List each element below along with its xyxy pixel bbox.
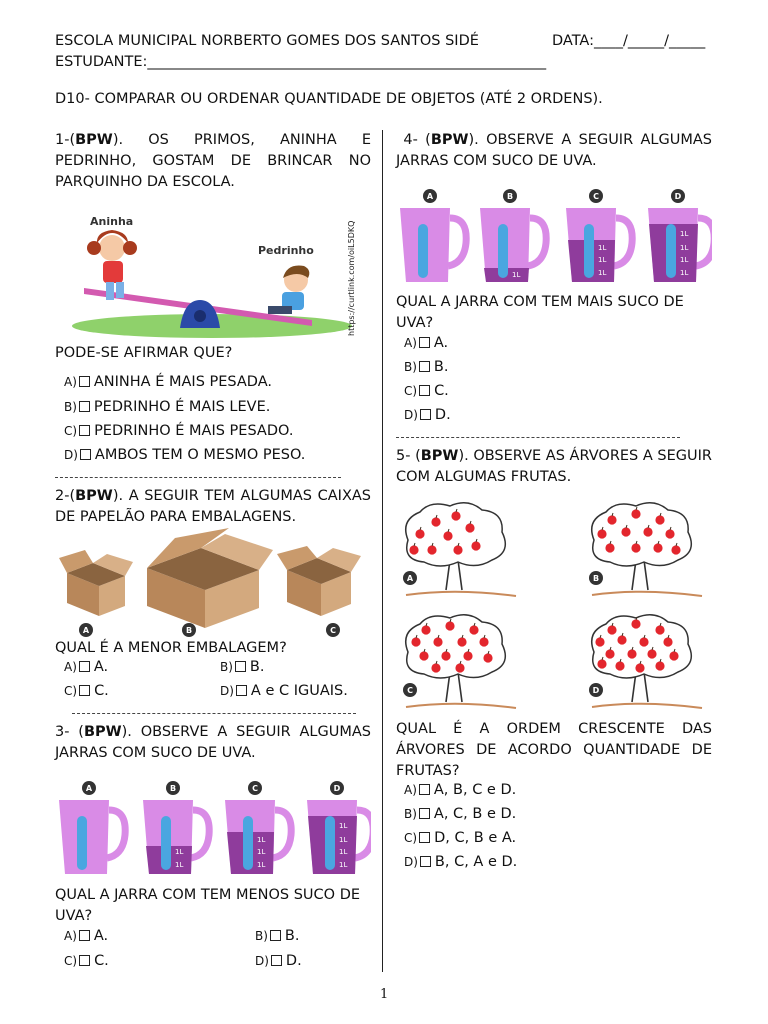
q5-option-a[interactable]: A) A, B, C e D. <box>404 782 517 798</box>
svg-text:C: C <box>252 784 258 793</box>
checkbox[interactable] <box>79 685 90 696</box>
jar-d <box>307 781 371 874</box>
aninha-head <box>99 235 125 261</box>
checkbox[interactable] <box>419 784 430 795</box>
jar-c <box>225 781 291 874</box>
checkbox[interactable] <box>235 661 246 672</box>
svg-text:1L: 1L <box>512 271 521 279</box>
apple-icon <box>621 527 630 536</box>
apple-icon <box>595 637 604 646</box>
svg-text:D: D <box>674 192 682 201</box>
apple-icon <box>647 649 656 658</box>
apple-icon <box>415 529 424 538</box>
apple-icon <box>419 651 428 660</box>
checkbox[interactable] <box>80 449 91 460</box>
checkbox[interactable] <box>419 337 430 348</box>
svg-text:1L: 1L <box>257 848 266 856</box>
apple-icon <box>451 511 460 520</box>
separator <box>396 437 680 438</box>
tree-badge-label: A <box>406 574 414 583</box>
checkbox[interactable] <box>271 955 282 966</box>
checkbox[interactable] <box>420 409 431 420</box>
box-b-icon <box>147 528 273 628</box>
checkbox[interactable] <box>419 361 430 372</box>
tree-badge-label: B <box>592 574 600 583</box>
apple-icon <box>631 509 640 518</box>
apple-icon <box>671 545 680 554</box>
date-field[interactable]: DATA:____/_____/_____ <box>552 33 706 49</box>
apple-icon <box>655 661 664 670</box>
jar-b <box>143 781 209 874</box>
q1-prompt: PODE-SE AFIRMAR QUE? <box>55 345 233 361</box>
apple-icon <box>627 649 636 658</box>
checkbox[interactable] <box>79 661 90 672</box>
checkbox[interactable] <box>236 685 247 696</box>
svg-text:1L: 1L <box>257 861 266 869</box>
apple-icon <box>421 625 430 634</box>
q4-option-d[interactable]: D) D. <box>404 407 451 423</box>
apple-icon <box>617 635 626 644</box>
tree-badge-label: D <box>592 686 600 695</box>
q2-option-a[interactable]: A) A. <box>64 659 109 675</box>
apple-icon <box>635 663 644 672</box>
q5-option-c[interactable]: C) D, C, B e A. <box>404 830 517 846</box>
checkbox[interactable] <box>419 808 430 819</box>
apple-icon <box>605 649 614 658</box>
apple-icon <box>607 625 616 634</box>
apple-icon <box>597 659 606 668</box>
apple-icon <box>663 637 672 646</box>
q4-option-c[interactable]: C) C. <box>404 383 449 399</box>
apple-icon <box>457 637 466 646</box>
q2-option-d[interactable]: D) A e C IGUAIS. <box>220 683 348 699</box>
apple-tree-c <box>403 615 516 708</box>
checkbox[interactable] <box>79 376 90 387</box>
apple-icon <box>427 545 436 554</box>
column-divider <box>382 130 383 972</box>
q3-option-d[interactable]: D) D. <box>255 953 302 969</box>
q2-option-b[interactable]: B) B. <box>220 659 265 675</box>
q5-statement: 5- (BPW). OBSERVE AS ÁRVORES A SEGUIR COM ALGUMAS FRUTAS. <box>396 448 712 485</box>
q1-statement: 1-(BPW). OS PRIMOS, ANINHA E PEDRINHO, GOSTAM DE BRINCAR NO PARQUINHO DA ESCOLA. <box>55 132 371 190</box>
apple-icon <box>453 545 462 554</box>
school-name: ESCOLA MUNICIPAL NORBERTO GOMES DOS SANTOS SIDÉ <box>55 33 479 49</box>
apple-icon <box>445 621 454 630</box>
apple-icon <box>665 529 674 538</box>
label-aninha: Aninha <box>90 215 134 228</box>
checkbox[interactable] <box>270 930 281 941</box>
apple-icon <box>455 663 464 672</box>
q5-option-b[interactable]: B) A, C, B e D. <box>404 806 517 822</box>
image-watermark: https://curtlink.com/oiL5DKQ <box>347 220 356 336</box>
apple-icon <box>441 651 450 660</box>
q5-option-d[interactable]: D) B, C, A e D. <box>404 854 518 870</box>
apple-tree-b <box>589 503 702 596</box>
svg-text:1L: 1L <box>175 861 184 869</box>
apple-icon <box>463 651 472 660</box>
apple-icon <box>607 515 616 524</box>
apple-icon <box>597 529 606 538</box>
checkbox[interactable] <box>420 856 431 867</box>
apple-icon <box>433 637 442 646</box>
apple-icon <box>479 637 488 646</box>
svg-text:1L: 1L <box>339 848 348 856</box>
separator <box>72 713 356 714</box>
svg-text:B: B <box>506 192 514 201</box>
q3-option-a[interactable]: A) A. <box>64 928 109 944</box>
svg-text:C: C <box>330 626 336 635</box>
q3-statement: 3- (BPW). OBSERVE A SEGUIR ALGUMAS JARRAS COM SUCO DE UVA. <box>55 724 371 761</box>
svg-text:A: A <box>426 192 434 201</box>
apple-icon <box>465 523 474 532</box>
q1-option-d[interactable]: D) AMBOS TEM O MESMO PESO. <box>64 447 306 463</box>
q2-statement: 2-(BPW). A SEGUIR TEM ALGUMAS CAIXAS DE PAPELÃO PARA EMBALAGENS. <box>55 488 371 525</box>
svg-text:D: D <box>333 784 341 793</box>
svg-text:1L: 1L <box>680 230 689 238</box>
apple-icon <box>655 625 664 634</box>
box-a-icon <box>59 550 133 616</box>
q2-boxes-image <box>55 528 371 640</box>
aninha-dress <box>103 261 123 283</box>
q4-jars-image <box>396 188 712 288</box>
svg-text:B: B <box>185 626 193 635</box>
checkbox[interactable] <box>79 425 90 436</box>
svg-text:1L: 1L <box>339 861 348 869</box>
apple-icon <box>483 653 492 662</box>
svg-text:1L: 1L <box>257 836 266 844</box>
q3-prompt: QUAL A JARRA COM TEM MENOS SUCO DE UVA? <box>55 887 361 924</box>
q3-option-c[interactable]: C) C. <box>64 953 109 969</box>
jar-d <box>648 189 712 282</box>
checkbox[interactable] <box>79 930 90 941</box>
student-field[interactable]: ESTUDANTE:_______________________________________________________ <box>55 54 547 70</box>
q1-option-b[interactable]: B) PEDRINHO É MAIS LEVE. <box>64 399 271 415</box>
page-number: 1 <box>380 987 389 1002</box>
apple-icon <box>605 543 614 552</box>
jar-c <box>566 189 632 282</box>
apple-icon <box>431 517 440 526</box>
q2-option-c[interactable]: C) C. <box>64 683 109 699</box>
q3-option-b[interactable]: B) B. <box>255 928 300 944</box>
checkbox[interactable] <box>79 955 90 966</box>
apple-icon <box>469 625 478 634</box>
q5-trees-image <box>396 500 712 712</box>
q4-option-a[interactable]: A) A. <box>404 335 449 351</box>
q1-seesaw-image <box>72 208 362 340</box>
svg-text:A: A <box>82 626 90 635</box>
svg-text:B: B <box>169 784 177 793</box>
badge-a <box>79 623 93 637</box>
badge-b <box>182 623 196 637</box>
tree-badge-label: C <box>407 686 413 695</box>
svg-text:A: A <box>85 784 93 793</box>
apple-icon <box>631 619 640 628</box>
q2-prompt: QUAL É A MENOR EMBALAGEM? <box>55 640 287 656</box>
box-c-icon <box>277 546 361 616</box>
apple-tree-a <box>403 503 516 596</box>
apple-icon <box>653 543 662 552</box>
descriptor-title: D10- COMPARAR OU ORDENAR QUANTIDADE DE OBJETOS (ATÉ 2 ORDENS). <box>55 91 603 107</box>
q5-prompt: QUAL É A ORDEM CRESCENTE DAS ÁRVORES DE ACORDO QUANTIDADE DE FRUTAS? <box>396 721 712 779</box>
apple-icon <box>615 661 624 670</box>
svg-text:1L: 1L <box>175 848 184 856</box>
svg-text:1L: 1L <box>680 256 689 264</box>
q4-prompt: QUAL A JARRA COM TEM MAIS SUCO DE UVA? <box>396 294 684 331</box>
apple-icon <box>431 663 440 672</box>
apple-icon <box>655 515 664 524</box>
q4-statement: 4- (BPW). OBSERVE A SEGUIR ALGUMAS JARRAS COM SUCO DE UVA. <box>396 132 712 169</box>
svg-text:1L: 1L <box>598 244 607 252</box>
separator <box>55 477 341 478</box>
apple-icon <box>643 527 652 536</box>
svg-text:C: C <box>593 192 599 201</box>
jar-a <box>59 781 125 874</box>
q1-option-c[interactable]: C) PEDRINHO É MAIS PESADO. <box>64 423 294 439</box>
svg-text:1L: 1L <box>680 244 689 252</box>
q1-option-a[interactable]: A) ANINHA É MAIS PESADA. <box>64 374 272 390</box>
svg-text:1L: 1L <box>339 822 348 830</box>
svg-text:1L: 1L <box>680 269 689 277</box>
svg-text:1L: 1L <box>598 256 607 264</box>
apple-icon <box>411 637 420 646</box>
apple-icon <box>669 651 678 660</box>
apple-icon <box>631 543 640 552</box>
apple-icon <box>409 545 418 554</box>
checkbox[interactable] <box>419 385 430 396</box>
badge-c <box>326 623 340 637</box>
apple-icon <box>639 637 648 646</box>
apple-icon <box>471 541 480 550</box>
label-pedrinho: Pedrinho <box>258 244 314 257</box>
svg-text:1L: 1L <box>598 269 607 277</box>
jar-a <box>400 189 466 282</box>
checkbox[interactable] <box>419 832 430 843</box>
apple-icon <box>443 531 452 540</box>
q3-jars-image <box>55 780 371 880</box>
q4-option-b[interactable]: B) B. <box>404 359 449 375</box>
jar-b <box>480 189 546 282</box>
apple-tree-d <box>589 615 702 708</box>
svg-text:1L: 1L <box>339 836 348 844</box>
checkbox[interactable] <box>79 401 90 412</box>
